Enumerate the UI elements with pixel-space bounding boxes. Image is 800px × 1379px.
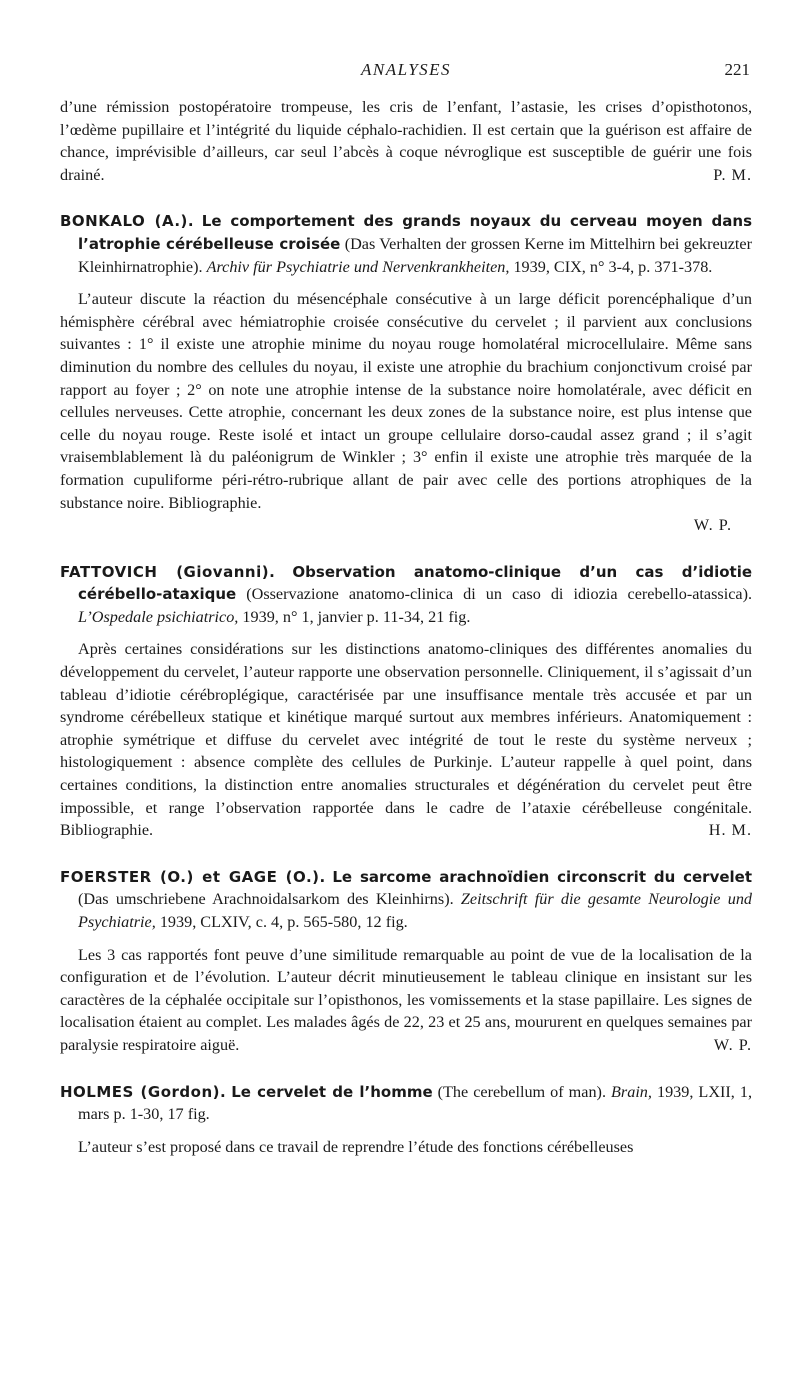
entry-author: HOLMES (Gordon). [60, 1082, 227, 1101]
entry-original-title: (The cerebellum of man). [437, 1082, 606, 1101]
review-entry [60, 1081, 752, 1159]
entry-abstract-paragraph [60, 944, 752, 1057]
bibliographic-reference [60, 866, 752, 934]
entry-author: FATTOVICH (Giovanni). [60, 562, 276, 581]
entry-signature: W. P. [693, 516, 732, 535]
continuation-paragraph [60, 96, 752, 186]
signature: P. M. [713, 165, 752, 184]
entry-citation: 1939, CIX, n° 3-4, p. 371-378. [513, 257, 713, 276]
entry-author: BONKALO (A.). [60, 212, 195, 231]
bibliographic-reference [60, 210, 752, 278]
running-title: ANALYSES [360, 60, 452, 79]
entry-abstract: L’auteur s’est proposé dans ce travail de reprendre l’étude des fonctions cérébelleuses [78, 1137, 634, 1156]
entry-citation: 1939, CLXIV, c. 4, p. 565-580, 12 fig. [159, 913, 408, 931]
entry-title: Le comportement des grands noyaux du cerveau moyen dans l’atrophie cérébelleuse croisée [78, 212, 752, 253]
review-entry [60, 210, 752, 536]
entry-abstract: Les 3 cas rapportés font peuve d’une similitude remarquable au point de vue de la localisation de la configuration et de l’évolution. L’auteur décrit minutieusement le tableau clinique en insistant sur les caractères de la céphalée occipitale sur l’opisthonos, les vomissements et la stase papillaire. Les signes de localisation étaient au complet. Les malades âgés de 22, 23 et 25 ans, moururent en quelques semaines par paralysie respiratoire aiguë. [60, 945, 752, 1054]
page-body [60, 96, 752, 1158]
entry-abstract: Après certaines considérations sur les distinctions anatomo-cliniques des différentes anomalies du développement du cervelet, l’auteur rapporte une observation personnelle. Cliniquement, il s’agissait d’un tableau d’idiotie cérébroplégique, caractérisée par une insuffisance mentale très accusée et par un syndrome cérébelleux statique et kinétique marqué surtout aux membres inférieurs. Anatomiquement : atrophie symétrique et diffuse du cervelet avec intégrité de tout le reste du système nerveux ; histologiquement : absence complète des cellules de Purkinje. L’auteur rappelle à quel point, dans certaines conditions, la distinction entre anomalies structurales et dégénération du cervelet peut être impossible, et range l’observation rapportée dans le cadre de l’ataxie cérébelleuse congénitale. Bibliographie. [60, 640, 752, 840]
entry-title: Observation anatomo-clinique d’un cas d’idiotie cérébello-ataxique [78, 562, 753, 604]
entry-journal: Zeitschrift für die gesamte Neurologie und Psychiatrie, [78, 890, 753, 931]
entry-citation: 1939, LXII, 1, mars p. 1-30, 17 fig. [78, 1082, 753, 1124]
entry-abstract-paragraph [60, 638, 752, 841]
entry-journal: Brain, [611, 1082, 652, 1101]
entry-signature: H. M. [708, 821, 752, 840]
page-header [62, 60, 750, 84]
entry-title: Le sarcome arachnoïdien circonscrit du cervelet [332, 867, 753, 886]
page-number: 221 [724, 60, 750, 79]
entry-abstract: L’auteur discute la réaction du mésencéphale consécutive à un large déficit porencéphalique d’un hémisphère cérébral avec hémiatrophie croisée consécutive du cervelet ; il parvient aux conclusions suivantes : 1° il existe une atrophie minime du noyau rouge homolatéral microcellulaire. Même sans diminution du nombre des cellules du noyau, il existe une atrophie du brachium conjonctivum croisé par rapport au foyer ; 2° on note une atrophie intense de la substance noire homolatérale, avec déficit en cellules nerveuses. Cette atrophie, concernant les deux zones de la substance noire, est plus intense que celle du noyau rouge. Reste isolé et intact un groupe cellulaire dorso-caudal assez grand ; il s’agit vraisemblablement là du paléonigrum de Winkler ; 3° enfin il existe une atrophie très marquée de la formation cupuliforme péri-rétro-rubrique allant de pair avec celle des portions atrophiques de la substance noire. Bibliographie. [60, 290, 752, 512]
bibliographic-reference [60, 561, 752, 629]
entry-signature: W. P. [713, 1035, 752, 1054]
entry-original-title: (Das Verhalten der grossen Kerne im Mittelhirn bei gekreuzter Kleinhirnatrophie). [78, 234, 753, 276]
entry-journal: Archiv für Psychiatrie und Nervenkrankheiten, [206, 257, 510, 276]
continuation-block [60, 96, 752, 186]
review-entry [60, 866, 752, 1057]
entry-author: FOERSTER (O.) et GAGE (O.). [60, 867, 326, 886]
entry-original-title: (Das umschriebene Arachnoidalsarkom des Kleinhirns). [78, 890, 454, 909]
entry-original-title: (Osservazione anatomo-clinica di un caso di idiozia cerebello-atassica). [246, 585, 753, 604]
review-entry [60, 561, 752, 842]
entry-title: Le cervelet de l’homme [231, 1082, 433, 1101]
entry-citation: 1939, n° 1, janvier p. 11-34, 21 fig. [242, 607, 471, 626]
bibliographic-reference [60, 1081, 752, 1126]
continuation-text: d’une rémission postopératoire trompeuse, les cris de l’enfant, l’astasie, les crises d’opisthotonos, l’œdème pupillaire et l’intégrité du liquide céphalo-rachidien. Il est certain que la guérison est affaire de chance, imprévisible d’ailleurs, car seul l’abcès à coque névroglique est susceptible de guérir une fois drainé. [60, 98, 752, 184]
entry-journal: L’Ospedale psichiatrico, [78, 607, 239, 626]
